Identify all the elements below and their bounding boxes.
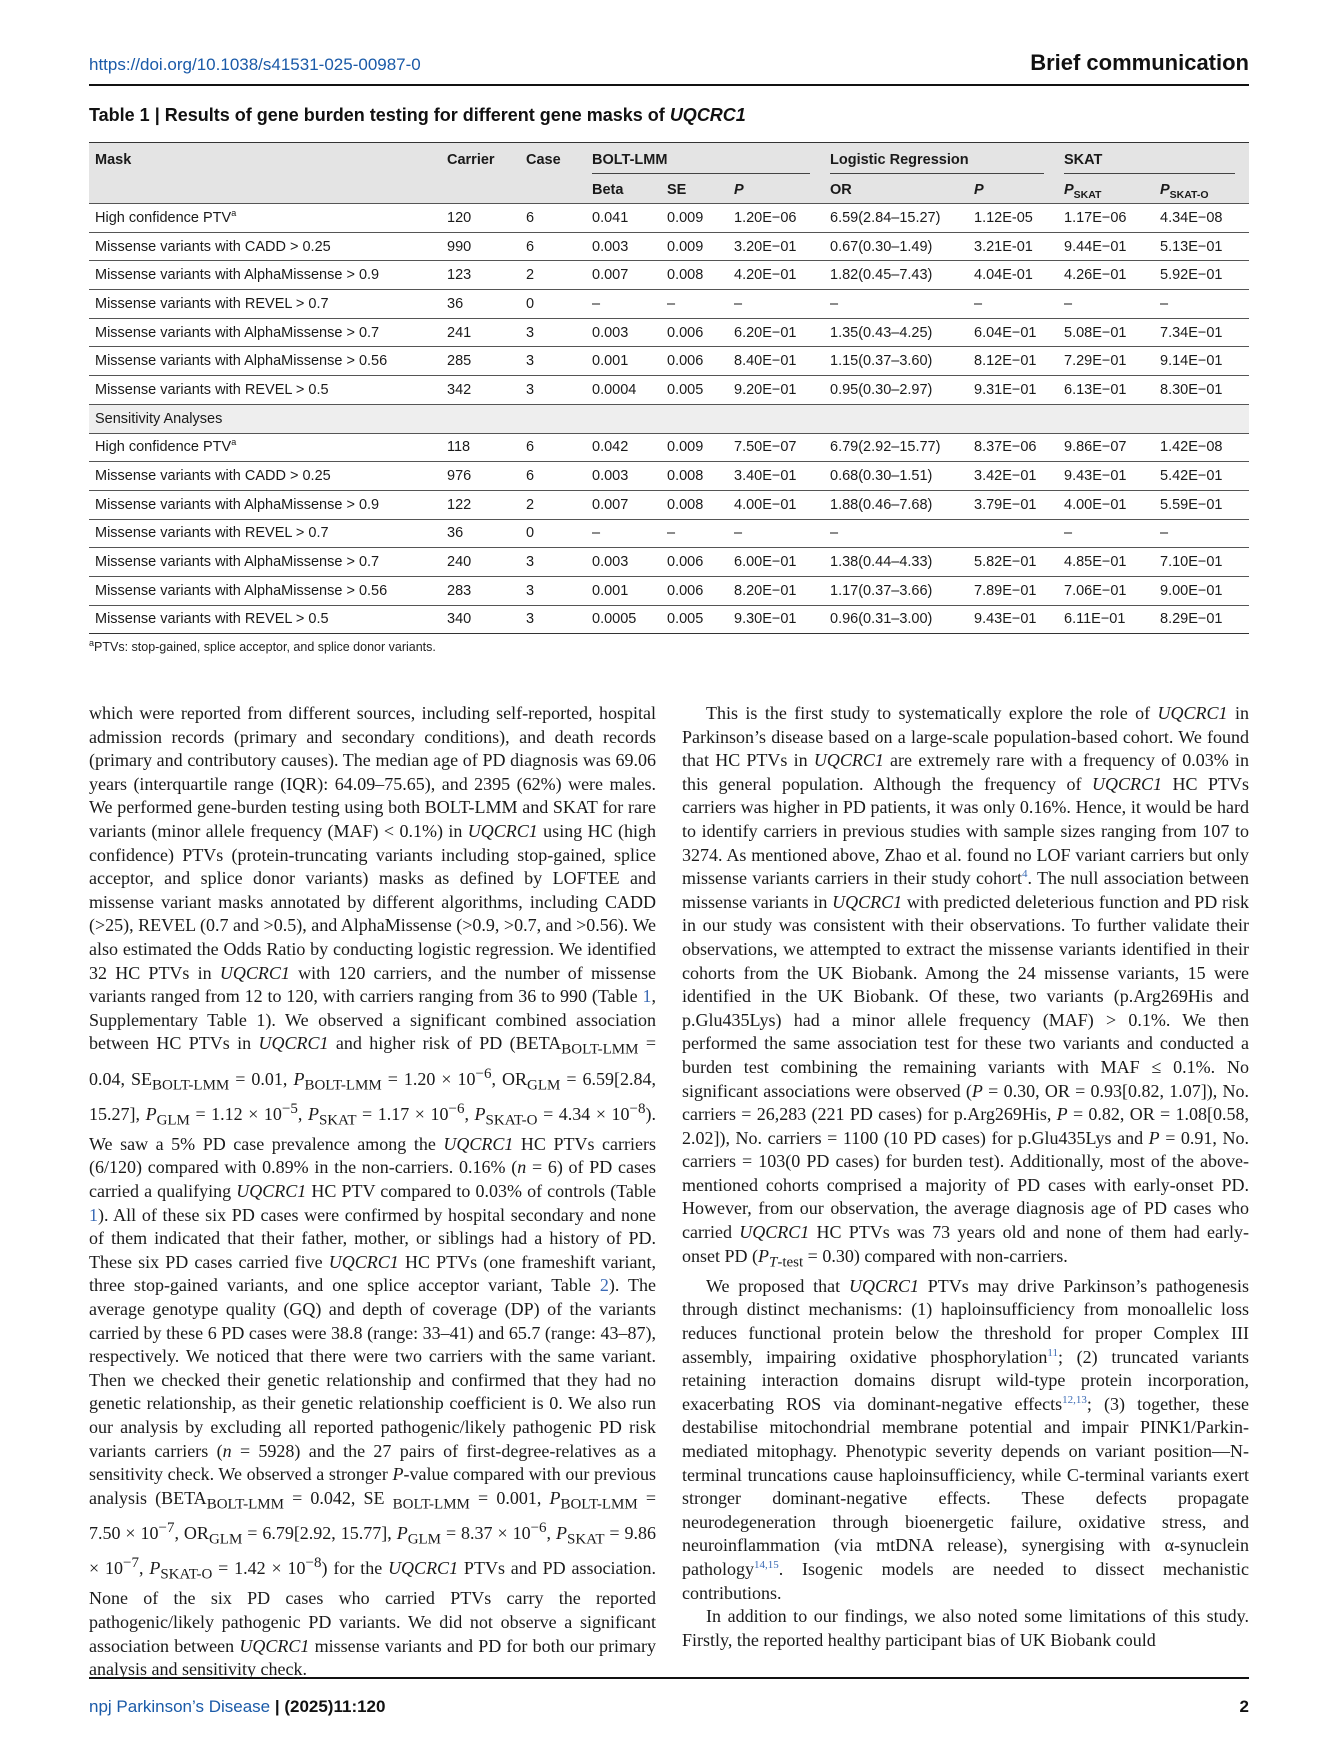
cell-beta: 0.003	[586, 462, 661, 491]
cell-or: –	[824, 519, 968, 548]
cell-p: –	[728, 290, 824, 319]
cell-se: 0.005	[661, 376, 728, 405]
cell-p: –	[728, 519, 824, 548]
cell-carrier: 340	[441, 605, 520, 634]
cell-se: 0.006	[661, 347, 728, 376]
table-row	[89, 204, 1249, 233]
table-title-gene: UQCRC1	[669, 105, 746, 125]
cell-p: 8.40E−01	[728, 347, 824, 376]
section-label: Brief communication	[1030, 50, 1249, 75]
cell-pskat: 7.06E−01	[1058, 576, 1154, 605]
cell-se: 0.006	[661, 576, 728, 605]
col-carrier: Carrier	[441, 143, 520, 177]
cell-p: 3.40E−01	[728, 462, 824, 491]
table-footnote: $^a$PTVs: stop-gained, splice acceptor, and splice donor variants.	[89, 637, 436, 654]
cell-p: 4.20E−01	[728, 261, 824, 290]
cell-carrier: 241	[441, 318, 520, 347]
group-bolt-lmm	[586, 143, 824, 177]
cell-case: 6	[520, 462, 586, 491]
left-paragraph: which were reported from different sources, including self-reported, hospital admission records (primary and secondary conditions), and death records (primary and contributory causes). The median age of PD diagnosis was 69.06 years (interquartile range (IQR): 64.09–75.65), and 2395 (62%) were males. We performed gene-burden testing using both BOLT-LMM and SKAT for rare variants (minor allele frequency (MAF) < 0.1%) in UQCRC1 using HC (high confidence) PTVs (protein-truncating variants including stop-gained, splice acceptor, and splice donor variants) masks as defined by LOFTEE and missense variant masks annotated by different algorithms, including CADD (>25), REVEL (0.7 and >0.5), and AlphaMissense (>0.9, >0.7, and >0.56). We also estimated the Odds Ratio by conducting logistic regression. We identified 32 HC PTVs in UQCRC1 with 120 carriers, and the number of missense variants ranged from 12 to 120, with carriers ranging from 36 to 990 (Table 1, Supplementary Table 1). We observed a significant combined association between HC PTVs in UQCRC1 and higher risk of PD ($BETA_{BOLT-LMM} = 0.04$, $SE_{BOLT-LMM} = 0.01$, $P_{BOLT-LMM} = 1.20 \times 10^{-6}$, $OR_{GLM} = 6.59[2.84$, 15.27], $P_{GLM} = 1.12 \times 10^{-5}$, $P_{SKAT} = 1.17 \times 10^{-6}$, $P_{SKAT-O} = 4.34 \times 10^{-8}$). We saw a 5% PD case prevalence among the UQCRC1 HC PTVs carriers (6/120) compared with 0.89% in the non-carriers. 0.16% (n = 6) of PD cases carried a qualifying UQCRC1 HC PTV compared to 0.03% of controls (Table 1). All of these six PD cases were confirmed by hospital secondary and none of them indicated that their father, mother, or siblings had a history of PD. These six PD cases carried five UQCRC1 HC PTVs (one frameshift variant, three stop-gained variants, and one splice acceptor variant, Table 2). The average genotype quality (GQ) and depth of coverage (DP) of the variants carried by these 6 PD cases were 38.8 (range: 33–41) and 65.7 (range: 43–87), respectively. We noticed that there were two carriers with the same variant. Then we checked their genetic relationship and confirmed that they had no genetic relationship, as their genetic relationship coefficient is 0. We also run our analysis by excluding all reported pathogenic/likely pathogenic PD risk variants carriers (n = 5928) and the 27 pairs of first-degree-relatives as a sensitivity check. We observed a stronger P-value compared with our previous analysis ($BETA_{BOLT-LMM} = 0.042$, SE $_{BOLT-LMM}$ = 0.001, $P_{BOLT-LMM} = 7.50 \times 10^{-7}$, $OR_{GLM} = 6.79[2.92$, 15.77], $P_{GLM} = 8.37 \times 10^{-6}$, $P_{SKAT} = 9.86 \times 10^{-7}$, $P_{SKAT-O} = 1.42 \times 10^{-8}$) for the UQCRC1 PTVs and PD association. None of the six PD cases who carried PTVs carry the reported pathogenic/likely pathogenic PD variants. We did not observe a significant association between UQCRC1 missense variants and PD for both our primary analysis and sensitivity check.	[89, 703, 657, 1680]
cell-mask: Missense variants with AlphaMissense > 0.56	[89, 576, 441, 605]
page-header	[89, 50, 1249, 84]
cell-mask: Missense variants with AlphaMissense > 0.9	[89, 261, 441, 290]
section-label: Sensitivity Analyses	[89, 404, 1249, 433]
cell-pskato: 7.34E−01	[1154, 318, 1249, 347]
page-number: 2	[1239, 1697, 1249, 1716]
cell-case: 6	[520, 232, 586, 261]
cell-p: 4.00E−01	[728, 490, 824, 519]
table-row	[89, 548, 1249, 577]
cell-pskato: 7.10E−01	[1154, 548, 1249, 577]
cell-beta: 0.003	[586, 548, 661, 577]
right-paragraph: In addition to our findings, we also noted some limitations of this study. Firstly, the reported healthy participant bias of UK Biobank could	[682, 1606, 1249, 1650]
cell-carrier: 123	[441, 261, 520, 290]
doi-link[interactable]: https://doi.org/10.1038/s41531-025-00987-0	[89, 55, 421, 74]
cell-p2: 8.37E−06	[968, 433, 1058, 462]
col-se: SE	[661, 176, 728, 204]
cell-se: 0.005	[661, 605, 728, 634]
cell-or: 1.17(0.37–3.66)	[824, 576, 968, 605]
col-p-glm: P	[968, 176, 1058, 204]
cell-carrier: 36	[441, 290, 520, 319]
cell-carrier: 285	[441, 347, 520, 376]
cell-p: 3.20E−01	[728, 232, 824, 261]
cell-p2: 7.89E−01	[968, 576, 1058, 605]
cell-pskat: 9.43E−01	[1058, 462, 1154, 491]
col-case: Case	[520, 143, 586, 177]
table-row	[89, 232, 1249, 261]
cell-carrier: 342	[441, 376, 520, 405]
cell-pskato: 9.14E−01	[1154, 347, 1249, 376]
cell-mask: Missense variants with AlphaMissense > 0.7	[89, 318, 441, 347]
cell-pskat: 4.00E−01	[1058, 490, 1154, 519]
cell-p2: 1.12E-05	[968, 204, 1058, 233]
cell-p2: 4.04E-01	[968, 261, 1058, 290]
journal-name[interactable]: npj Parkinson’s Disease	[89, 1697, 271, 1716]
cell-p: 1.20E−06	[728, 204, 824, 233]
cell-se: 0.009	[661, 204, 728, 233]
group-logistic-regression	[824, 143, 1058, 177]
group-bolt-lmm-label: BOLT-LMM	[592, 151, 668, 168]
cell-or: 1.38(0.44–4.33)	[824, 548, 968, 577]
cell-or: 1.82(0.45–7.43)	[824, 261, 968, 290]
cell-se: 0.006	[661, 318, 728, 347]
col-p-bolt: P	[728, 176, 824, 204]
cell-beta: 0.0004	[586, 376, 661, 405]
cell-se: 0.006	[661, 548, 728, 577]
col-mask: Mask	[89, 143, 441, 177]
table-title	[89, 105, 746, 126]
cell-p: 7.50E−07	[728, 433, 824, 462]
cell-or: 6.59(2.84–15.27)	[824, 204, 968, 233]
cell-se: 0.008	[661, 261, 728, 290]
cell-mask: High confidence PTV$^a$	[89, 204, 441, 233]
cell-beta: 0.042	[586, 433, 661, 462]
cell-carrier: 240	[441, 548, 520, 577]
cell-pskato: 5.59E−01	[1154, 490, 1249, 519]
cell-case: 2	[520, 490, 586, 519]
table-row	[89, 290, 1249, 319]
cell-mask: Missense variants with REVEL > 0.5	[89, 605, 441, 634]
cell-se: 0.009	[661, 433, 728, 462]
header-rule	[89, 84, 1249, 86]
table-row	[89, 576, 1249, 605]
body-column-left	[89, 702, 656, 1682]
table-row	[89, 605, 1249, 634]
right-paragraph: This is the first study to systematically explore the role of UQCRC1 in Parkinson’s disease based on a large-scale population-based cohort. We found that HC PTVs in UQCRC1 are extremely rare with a frequency of 0.03% in this general population. Although the frequency of UQCRC1 HC PTVs carriers was higher in PD patients, it was only 0.16%. Hence, it would be hard to identify carriers in previous studies with sample sizes ranging from 107 to 3274. As mentioned above, Zhao et al. found no LOF variant carriers but only missense variants carriers in their study cohort$^4$. The null association between missense variants in UQCRC1 with predicted deleterious function and PD risk in our study was consistent with their observations. To further validate their observations, we attempted to extract the missense variants identified in their cohorts from the UK Biobank. Among the 24 missense variants, 15 were identified in the UK Biobank. Of these, two variants (p.Arg269His and p.Glu435Lys) had a minor allele frequency (MAF) > 0.1%. We then performed the same association test for these two variants and conducted a burden test combining the remaining variants with MAF ≤ 0.1%. No significant associations were observed (P = 0.30, OR = 0.93[0.82, 1.07]), No. carriers = 26,283 (221 PD cases) for p.Arg269His, P = 0.82, OR = 1.08[0.58, 2.02]), No. carriers = 1100 (10 PD cases) for p.Glu435Lys and P = 0.91, No. carriers = 103(0 PD cases) for burden test). Additionally, most of the above-mentioned cohorts comprised a majority of PD cases with early-onset PD. However, from our observation, the average diagnosis age of PD cases who carried UQCRC1 HC PTVs was 73 years old and none of them had early-onset PD $(P_{T-test} = 0.30)$ compared with non-carriers.	[682, 703, 1250, 1271]
cell-mask: Missense variants with REVEL > 0.5	[89, 376, 441, 405]
cell-pskat: 9.86E−07	[1058, 433, 1154, 462]
citation: | (2025)11:120	[270, 1697, 386, 1716]
cell-mask: Missense variants with AlphaMissense > 0.7	[89, 548, 441, 577]
table-row	[89, 376, 1249, 405]
table-row	[89, 490, 1249, 519]
cell-or: 0.96(0.31–3.00)	[824, 605, 968, 634]
cell-pskato: 9.00E−01	[1154, 576, 1249, 605]
cell-pskat: 4.85E−01	[1058, 548, 1154, 577]
cell-p2: 3.79E−01	[968, 490, 1058, 519]
cell-p2: 3.42E−01	[968, 462, 1058, 491]
cell-p: 6.20E−01	[728, 318, 824, 347]
cell-pskato: 5.42E−01	[1154, 462, 1249, 491]
table-row	[89, 462, 1249, 491]
cell-pskat: –	[1058, 290, 1154, 319]
cell-or: 0.68(0.30–1.51)	[824, 462, 968, 491]
cell-case: 3	[520, 576, 586, 605]
cell-pskat: 6.11E−01	[1058, 605, 1154, 634]
cell-beta: 0.001	[586, 347, 661, 376]
group-skat	[1058, 143, 1249, 177]
cell-beta: 0.041	[586, 204, 661, 233]
table-body	[89, 204, 1249, 634]
cell-mask: Missense variants with CADD > 0.25	[89, 462, 441, 491]
cell-p2: 6.04E−01	[968, 318, 1058, 347]
cell-beta: 0.007	[586, 490, 661, 519]
cell-beta: –	[586, 519, 661, 548]
cell-carrier: 118	[441, 433, 520, 462]
table-section-row	[89, 404, 1249, 433]
body-column-right	[682, 702, 1249, 1652]
cell-p2: 9.43E−01	[968, 605, 1058, 634]
cell-carrier: 283	[441, 576, 520, 605]
cell-carrier: 990	[441, 232, 520, 261]
cell-beta: 0.003	[586, 318, 661, 347]
cell-pskat: 5.08E−01	[1058, 318, 1154, 347]
cell-pskato: –	[1154, 519, 1249, 548]
cell-pskat: 6.13E−01	[1058, 376, 1154, 405]
cell-se: –	[661, 290, 728, 319]
col-or: OR	[824, 176, 968, 204]
cell-p2	[968, 519, 1058, 548]
cell-case: 3	[520, 548, 586, 577]
cell-case: 0	[520, 290, 586, 319]
cell-carrier: 120	[441, 204, 520, 233]
table-row	[89, 347, 1249, 376]
cell-pskato: –	[1154, 290, 1249, 319]
col-p-skat: $P_{SKAT}$	[1058, 176, 1154, 204]
cell-pskat: –	[1058, 519, 1154, 548]
cell-pskato: 8.29E−01	[1154, 605, 1249, 634]
cell-case: 6	[520, 204, 586, 233]
table-row	[89, 519, 1249, 548]
cell-pskato: 5.13E−01	[1154, 232, 1249, 261]
cell-mask: Missense variants with REVEL > 0.7	[89, 290, 441, 319]
cell-or: 0.95(0.30–2.97)	[824, 376, 968, 405]
cell-pskat: 1.17E−06	[1058, 204, 1154, 233]
cell-p2: 9.31E−01	[968, 376, 1058, 405]
cell-or: 1.88(0.46–7.68)	[824, 490, 968, 519]
footer-rule	[89, 1677, 1249, 1679]
cell-case: 3	[520, 605, 586, 634]
cell-p: 6.00E−01	[728, 548, 824, 577]
results-table	[89, 142, 1249, 634]
cell-se: 0.009	[661, 232, 728, 261]
cell-p2: 8.12E−01	[968, 347, 1058, 376]
cell-p2: 3.21E-01	[968, 232, 1058, 261]
cell-beta: 0.003	[586, 232, 661, 261]
cell-beta: 0.0005	[586, 605, 661, 634]
cell-beta: –	[586, 290, 661, 319]
cell-p2: –	[968, 290, 1058, 319]
cell-or: –	[824, 290, 968, 319]
table-row	[89, 433, 1249, 462]
cell-case: 6	[520, 433, 586, 462]
cell-mask: Missense variants with CADD > 0.25	[89, 232, 441, 261]
cell-or: 6.79(2.92–15.77)	[824, 433, 968, 462]
cell-p: 9.20E−01	[728, 376, 824, 405]
cell-carrier: 36	[441, 519, 520, 548]
cell-pskato: 4.34E−08	[1154, 204, 1249, 233]
cell-mask: Missense variants with AlphaMissense > 0.56	[89, 347, 441, 376]
cell-or: 0.67(0.30–1.49)	[824, 232, 968, 261]
cell-se: –	[661, 519, 728, 548]
cell-carrier: 976	[441, 462, 520, 491]
group-skat-label: SKAT	[1064, 151, 1103, 168]
cell-p: 9.30E−01	[728, 605, 824, 634]
cell-se: 0.008	[661, 490, 728, 519]
col-p-skat-o: $P_{SKAT-O}$	[1154, 176, 1249, 204]
cell-case: 0	[520, 519, 586, 548]
table-row	[89, 261, 1249, 290]
table-row	[89, 318, 1249, 347]
cell-pskat: 4.26E−01	[1058, 261, 1154, 290]
cell-p2: 5.82E−01	[968, 548, 1058, 577]
cell-mask: Missense variants with REVEL > 0.7	[89, 519, 441, 548]
cell-pskato: 8.30E−01	[1154, 376, 1249, 405]
right-paragraph: We proposed that UQCRC1 PTVs may drive Parkinson’s pathogenesis through distinct mechanisms: (1) haploinsufficiency from monoallelic loss reduces functional protein below the threshold for proper Complex III assembly, impairing oxidative phosphorylation$^{11}$; (2) truncated variants retaining interaction domains disrupt wild-type protein incorporation, exacerbating ROS via dominant-negative effects$^{12,13}$; (3) together, these destabilise mitochondrial membrane potential and impair PINK1/Parkin-mediated mitophagy. Phenotypic severity depends on variant position—N-terminal truncations cause haploinsufficiency, while C-terminal variants exert stronger dominant-negative effects. These defects propagate neurodegeneration through bioenergetic failure, oxidative stress, and neuroinflammation (via mtDNA release), synergising with α-synuclein pathology$^{14,15}$. Isogenic models are needed to dissect mechanistic contributions.	[682, 1275, 1250, 1603]
cell-case: 3	[520, 376, 586, 405]
cell-or: 1.35(0.43–4.25)	[824, 318, 968, 347]
cell-pskat: 9.44E−01	[1058, 232, 1154, 261]
table-title-prefix: Table 1 | Results of gene burden testing for different gene masks of	[89, 105, 670, 125]
cell-or: 1.15(0.37–3.60)	[824, 347, 968, 376]
cell-case: 2	[520, 261, 586, 290]
group-logistic-label: Logistic Regression	[830, 151, 969, 168]
cell-beta: 0.001	[586, 576, 661, 605]
cell-beta: 0.007	[586, 261, 661, 290]
cell-pskat: 7.29E−01	[1058, 347, 1154, 376]
cell-pskato: 1.42E−08	[1154, 433, 1249, 462]
col-beta: Beta	[586, 176, 661, 204]
cell-se: 0.008	[661, 462, 728, 491]
cell-case: 3	[520, 347, 586, 376]
cell-p: 8.20E−01	[728, 576, 824, 605]
cell-carrier: 122	[441, 490, 520, 519]
page-footer	[89, 1697, 1249, 1717]
cell-pskato: 5.92E−01	[1154, 261, 1249, 290]
cell-mask: Missense variants with AlphaMissense > 0.9	[89, 490, 441, 519]
cell-mask: High confidence PTV$^a$	[89, 433, 441, 462]
cell-case: 3	[520, 318, 586, 347]
